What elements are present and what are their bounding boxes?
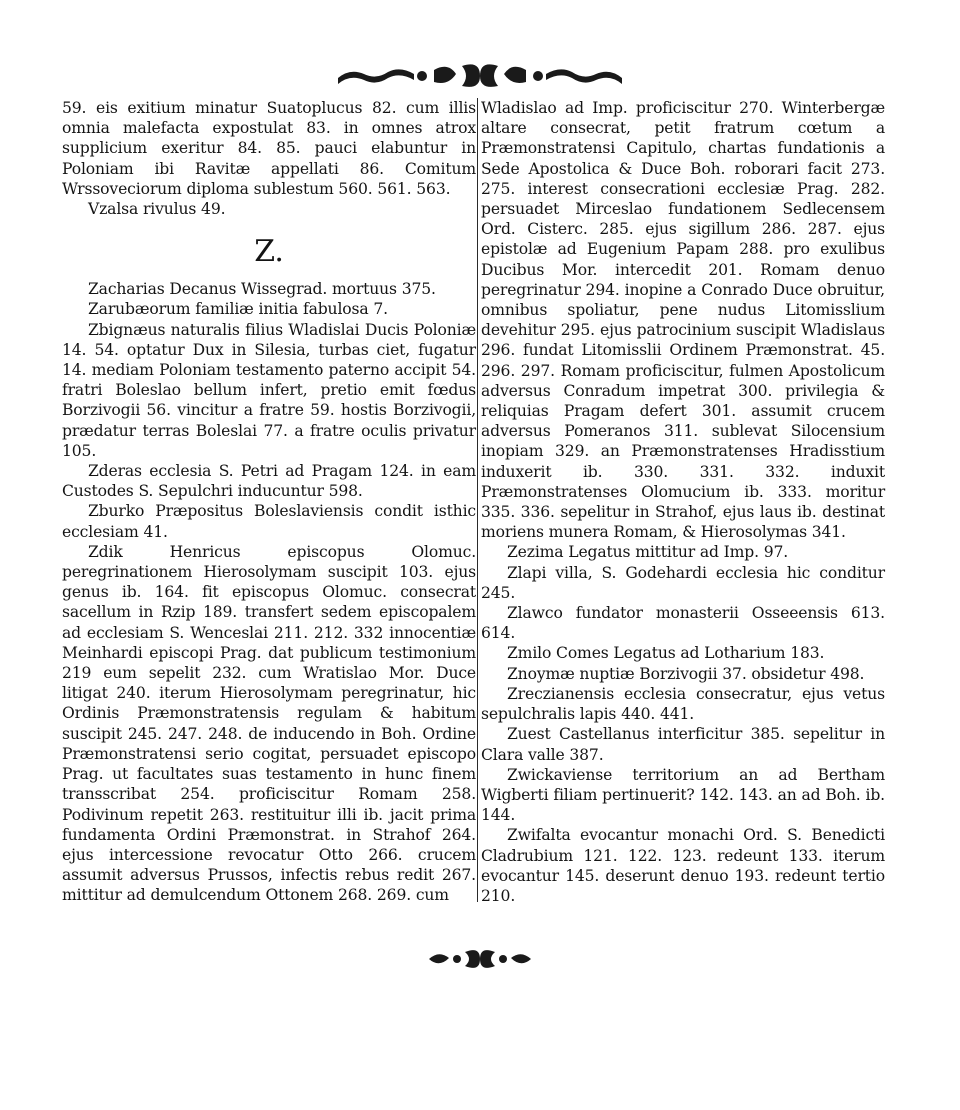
index-entry: Zezima Legatus mittitur ad Imp. 97. bbox=[507, 543, 789, 562]
top-ornament bbox=[0, 58, 960, 92]
index-entry: Znoymæ nuptiæ Borzivogii 37. obsidetur 498. bbox=[507, 664, 865, 683]
index-entry: Zarubæorum familiæ initia fabulosa 7. bbox=[88, 300, 388, 319]
index-entry: Vzalsa rivulus 49. bbox=[88, 200, 226, 219]
index-entry: Zdik Henricus episcopus Olomuc. peregrinationem Hierosolymam suscipit 103. ejus genus ib. 164. fit episcopus Olomuc. consecrat sacellum in Rzip 189. transfert sedem episcopalem ad ecclesiam S. Wenceslai 211. 212. 332 innocentiæ Meinhardi episcopi Prag. dat publicum testimonium 219 eum sepelit 232. cum Wratislao Mor. Duce litigat 240. iterum Hierosolymam peregrinatur, hic Ordinis Præmonstratensis regulam & habitum suscipit 245. 247. 248. de inducendo in Boh. Ordine Præmonstratensi serio cogitat, persuadet episcopo Prag. ut facultates suas testamento in hunc finem transscribat 254. proficiscitur Romam 258. Podivinum repetit 263. restituitur illi ib. jacit prima fundamenta Ordini Præmonstrat. in Strahof 264. ejus intercessione revocatur Otto 266. crucem assumit adversus Prussos, infectis rebus redit 267. mittitur ad demulcendum Ottonem 268. 269. cum bbox=[62, 542, 476, 905]
index-entry-continued: Wladislao ad Imp. proficiscitur 270. Winterbergæ altare consecrat, petit fratrum cœtum a Præmonstratensi Capitulo, chartas fundationis a Sede Apostolica & Duce Boh. roborari facit 273. 275. interest consecrationi ecclesiæ Prag. 282. persuadet Mirceslao fundationem Sedlecensem Ord. Cisterc. 285. ejus sigillum 286. 287. ejus epistolæ ad Eugenium Papam 288. pro exulibus Ducibus Mor. intercedit 201. Romam denuo peregrinatur 294. inopine a Conrado Duce obruitur, omnibus spoliatur, pene nudus Litomisslium devehitur 295. ejus patrocinium suscipit Wladislaus 296. fundat Litomisslii Ordinem Præmonstrat. 45. 296. 297. Romam proficiscitur, fulmen Apostolicum adversus Conradum impetrat 300. privilegia & reliquias Pragam defert 301. assumit crucem adversus Pomeranos 311. sublevat Silocensium inopiam 329. an Præmonstratenses Hradisstium induxerit ib. 330. 331. 332. induxit Præmonstratenses Olomucium ib. 333. moritur 335. 336. sepelitur in Strahof, ejus laus ib. destinat moriens munera Romam, & Hierosolymas 341. bbox=[481, 99, 885, 542]
section-letter-heading: Z. bbox=[254, 234, 284, 270]
index-entry: Zburko Præpositus Boleslaviensis condit isthic ecclesiam 41. bbox=[62, 502, 476, 541]
bottom-ornament bbox=[0, 944, 960, 974]
index-entry: Zderas ecclesia S. Petri ad Pragam 124. in eam Custodes S. Sepulchri inducuntur 598. bbox=[62, 462, 476, 501]
column-divider bbox=[477, 98, 478, 902]
right-column bbox=[481, 98, 885, 906]
index-entry: Zreczianensis ecclesia consecratur, ejus vetus sepulchralis lapis 440. 441. bbox=[481, 684, 885, 724]
decorative-vignette-icon bbox=[330, 58, 630, 92]
index-entry: Zacharias Decanus Wissegrad. mortuus 375. bbox=[88, 280, 436, 299]
index-entry: Zbignæus naturalis filius Wladislai Ducis Poloniæ 14. 54. optatur Dux in Silesia, turbas ciet, fugatur 14. mediam Poloniam testamento paterno accipit 54. fratri Boleslao bellum infert, pretio emit fœdus Borzivogii 56. vincitur a fratre 59. hostis Borzivogii, prædatur terras Boleslai 77. a fratre oculis privatur 105. bbox=[62, 320, 476, 460]
index-entry: Zlawco fundator monasterii Osseeensis 613. 614. bbox=[481, 604, 885, 643]
left-column bbox=[62, 98, 476, 906]
tailpiece-ornament-icon bbox=[425, 946, 535, 972]
index-entry: Zlapi villa, S. Godehardi ecclesia hic conditur 245. bbox=[481, 563, 885, 602]
index-entry: Zmilo Comes Legatus ad Lotharium 183. bbox=[507, 644, 825, 663]
index-entry: Zwifalta evocantur monachi Ord. S. Benedicti Cladrubium 121. 122. 123. redeunt 133. iterum evocantur 145. deserunt denuo 193. redeunt tertio 210. bbox=[481, 826, 885, 905]
index-entry: Zuest Castellanus interficitur 385. sepelitur in Clara valle 387. bbox=[481, 725, 885, 764]
index-entry: Zwickaviense territorium an ad Bertham Wigberti filiam pertinuerit? 142. 143. an ad Boh. ib. 144. bbox=[481, 765, 885, 825]
index-entry: 59. eis exitium minatur Suatoplucus 82. cum illis omnia malefacta expostulat 83. in omnes atrox supplicium exeritur 84. 85. pauci elabuntur in Poloniam ibi Ravitæ appellati 86. Comitum Wrssoveciorum diploma sublestum 560. 561. 563. bbox=[62, 99, 476, 198]
